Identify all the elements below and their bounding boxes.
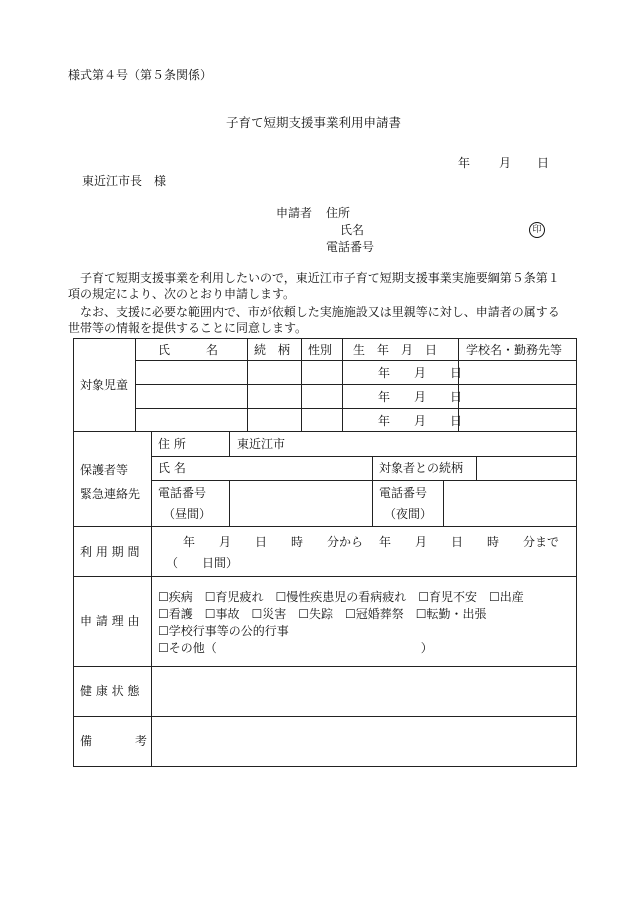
child-section-label: 対象児童 [80,378,129,392]
child-row-2-dob: 年 月 日 [378,390,463,404]
form-number: 様式第４号（第５条関係） [68,68,213,82]
guardian-address-value: 東近江市 [237,437,286,451]
reason-line-3: ☐学校行事等の公的行事 [158,624,289,638]
guardian-section-label: 保護者等 [80,463,129,477]
header-dob: 生 年 月 日 [353,343,438,357]
child-row-3-dob: 年 月 日 [378,414,463,428]
reason-section-label: 申 請 理 由 [80,614,140,628]
remarks-label-right: 考 [135,734,148,748]
date-year: 年 [458,156,471,170]
period-section-label: 利 用 期 間 [80,545,140,559]
addressee: 東近江市長 様 [82,174,167,188]
date-day: 日 [537,156,550,170]
period-from: 年 月 日 時 分から [183,535,364,549]
phone-day-sub: （昼間） [163,507,212,521]
consent-paragraph-1: 子育て短期支援事業を利用したいので，東近江市子育て短期支援事業実施要綱第５条第１項の規定により、次のとおり申請します。 [68,271,560,301]
reason-line-4: ☐その他（ ） [158,641,433,655]
phone-night-label: 電話番号 [379,486,428,500]
applicant-name-label: 氏名 [340,223,365,237]
header-school: 学校名・勤務先等 [466,343,563,357]
period-to: 年 月 日 時 分まで [379,535,560,549]
emergency-contact-label: 緊急連絡先 [80,487,141,501]
child-row-1-dob: 年 月 日 [378,366,463,380]
applicant-label: 申請者 [276,206,313,220]
guardian-relation-label: 対象者との続柄 [379,461,464,475]
reason-line-2: ☐看護 ☐事故 ☐災害 ☐失踪 ☐冠婚葬祭 ☐転勤・出張 [158,607,487,621]
applicant-phone-label: 電話番号 [326,240,375,254]
guardian-name-label: 氏 名 [158,461,186,475]
seal-icon: 印 [529,222,545,238]
header-child-name: 氏 名 [158,343,219,357]
page-title: 子育て短期支援事業利用申請書 [226,115,402,130]
guardian-address-label: 住 所 [158,437,186,451]
header-relation: 続 柄 [254,343,291,357]
phone-night-sub: （夜間） [384,507,433,521]
date-month: 月 [499,156,512,170]
health-section-label: 健 康 状 態 [80,684,140,698]
remarks-label-left: 備 [80,734,93,748]
period-days: （ 日間） [166,556,239,570]
reason-line-1: ☐疾病 ☐育児疲れ ☐慢性疾患児の看病疲れ ☐育児不安 ☐出産 [158,590,524,604]
consent-paragraph-2: なお、支援に必要な範囲内で、市が依頼した実施施設又は里親等に対し、申請者の属する世帯等の情報を提供することに同意します。 [68,305,560,335]
applicant-address-label: 住所 [326,206,351,220]
header-sex: 性別 [308,343,333,357]
phone-day-label: 電話番号 [158,486,207,500]
